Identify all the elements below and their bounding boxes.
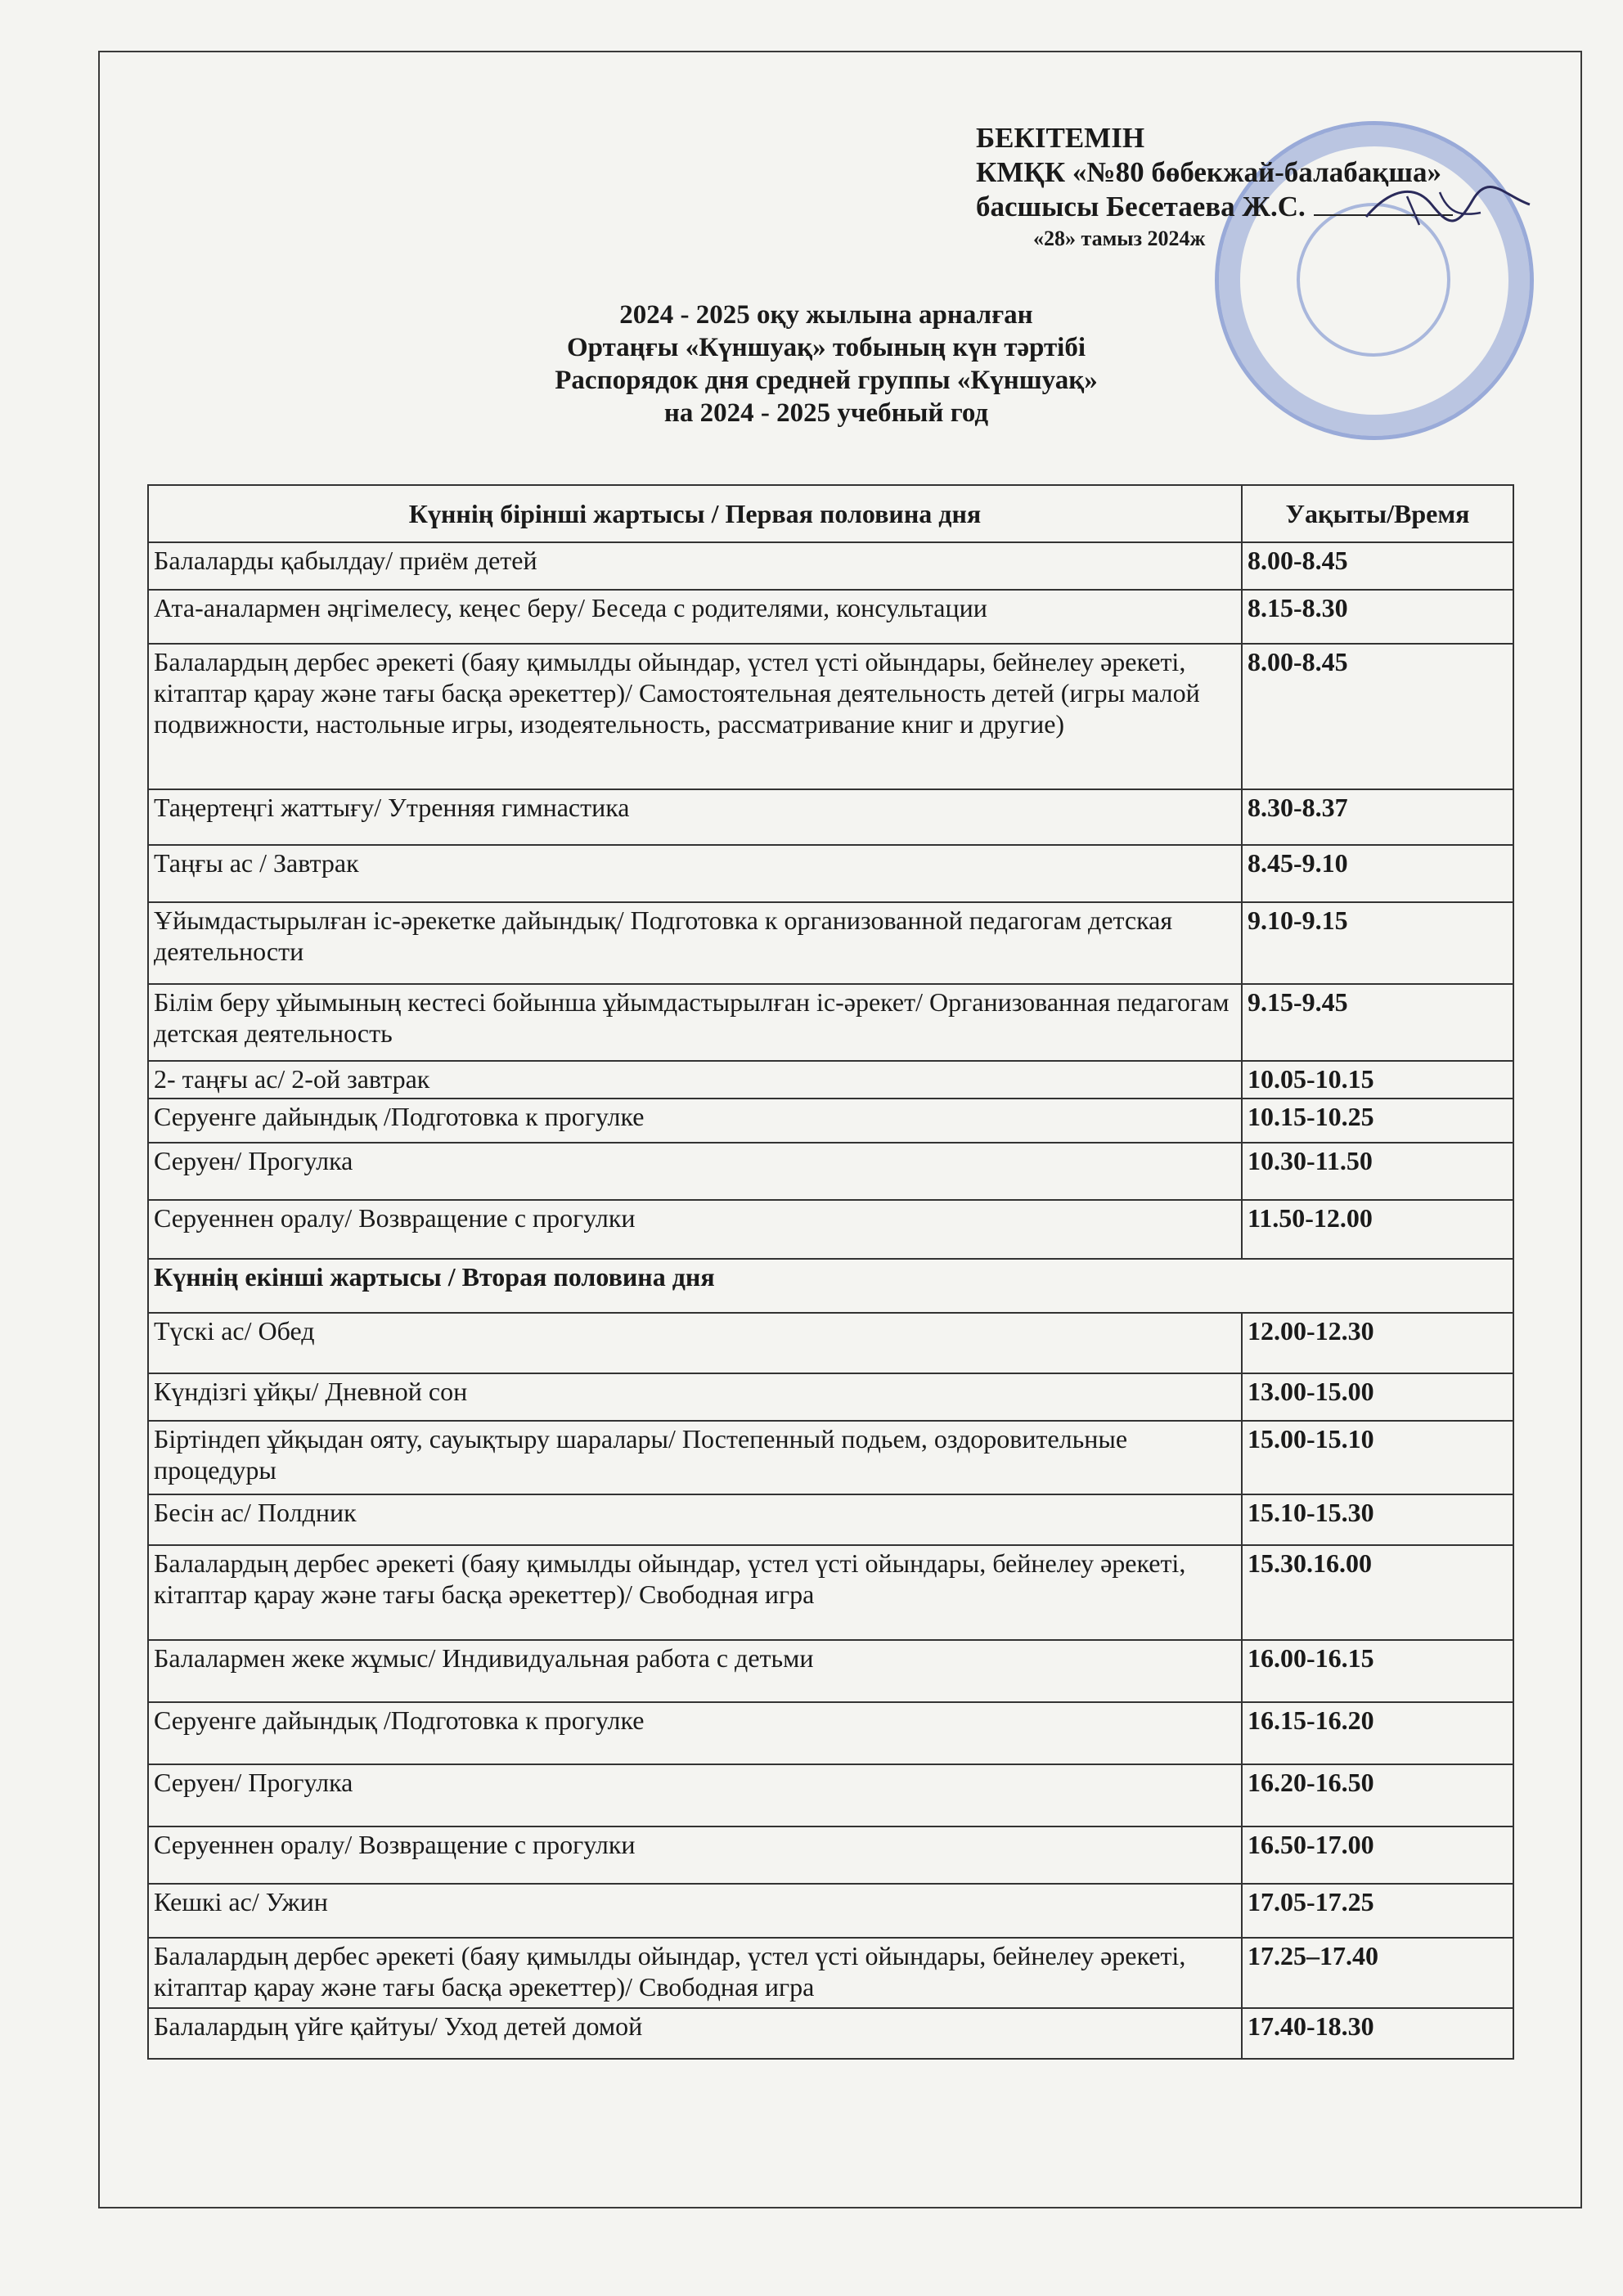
time-cell: 9.15-9.45 bbox=[1242, 984, 1513, 1061]
activity-cell: Балалардың дербес әрекеті (баяу қимылды ойындар, үстел үсті ойындары, бейнелеу әрекеті, кітаптар қарау және тағы басқа әрекеттер)/ Свободная игра bbox=[148, 1938, 1242, 2008]
title-line-1: 2024 - 2025 оқу жылына арналған bbox=[619, 300, 1033, 330]
time-cell: 17.25–17.40 bbox=[1242, 1938, 1513, 2008]
table-row bbox=[148, 1702, 1513, 1764]
table-row bbox=[148, 845, 1513, 902]
activity-cell: Түскі ас/ Обед bbox=[148, 1313, 1242, 1373]
table-row bbox=[148, 590, 1513, 644]
table-row bbox=[148, 1938, 1513, 2008]
section-second-half: Күннің екінші жартысы / Вторая половина дня bbox=[148, 1259, 1513, 1313]
time-cell: 8.15-8.30 bbox=[1242, 590, 1513, 644]
table-row bbox=[148, 1143, 1513, 1200]
activity-cell: Таңғы ас / Завтрак bbox=[148, 845, 1242, 902]
time-cell: 8.00-8.45 bbox=[1242, 644, 1513, 789]
table-row bbox=[148, 1764, 1513, 1826]
table-row bbox=[148, 1640, 1513, 1702]
activity-cell: Балалармен жеке жұмыс/ Индивидуальная работа с детьми bbox=[148, 1640, 1242, 1702]
time-cell: 16.00-16.15 bbox=[1242, 1640, 1513, 1702]
time-cell: 15.00-15.10 bbox=[1242, 1421, 1513, 1494]
approval-title: БЕКІТЕМІН bbox=[976, 122, 1145, 154]
table-row bbox=[148, 1200, 1513, 1259]
time-cell: 12.00-12.30 bbox=[1242, 1313, 1513, 1373]
time-cell: 13.00-15.00 bbox=[1242, 1373, 1513, 1421]
activity-cell: Серуеннен оралу/ Возвращение с прогулки bbox=[148, 1826, 1242, 1884]
activity-cell: Балалардың дербес әрекеті (баяу қимылды ойындар, үстел үсті ойындары, бейнелеу әрекеті, кітаптар қарау және тағы басқа әрекеттер)/ Свободная игра bbox=[148, 1545, 1242, 1640]
time-cell: 17.40-18.30 bbox=[1242, 2008, 1513, 2059]
table-row bbox=[148, 2008, 1513, 2059]
activity-cell: Серуен/ Прогулка bbox=[148, 1764, 1242, 1826]
activity-cell: Ата-аналармен әңгімелесу, кеңес беру/ Беседа с родителями, консультации bbox=[148, 590, 1242, 644]
activity-cell: Күндізгі ұйқы/ Дневной сон bbox=[148, 1373, 1242, 1421]
table-row bbox=[148, 1545, 1513, 1640]
schedule-table bbox=[147, 484, 1514, 2060]
activity-cell: Білім беру ұйымының кестесі бойынша ұйымдастырылған іс-әрекет/ Организованная педагогам детская деятельность bbox=[148, 984, 1242, 1061]
table-row bbox=[148, 789, 1513, 845]
time-cell: 8.30-8.37 bbox=[1242, 789, 1513, 845]
header-time: Уақыты/Время bbox=[1242, 485, 1513, 542]
table-row bbox=[148, 1373, 1513, 1421]
table-row bbox=[148, 1061, 1513, 1099]
activity-cell: Серуенге дайындық /Подготовка к прогулке bbox=[148, 1702, 1242, 1764]
time-cell: 15.10-15.30 bbox=[1242, 1494, 1513, 1545]
section-row bbox=[148, 1259, 1513, 1313]
activity-cell: Біртіндеп ұйқыдан ояту, сауықтыру шаралары/ Постепенный подьем, оздоровительные процедуры bbox=[148, 1421, 1242, 1494]
table-row bbox=[148, 644, 1513, 789]
time-cell: 10.15-10.25 bbox=[1242, 1099, 1513, 1143]
table-row bbox=[148, 1494, 1513, 1545]
activity-cell: Таңертеңгі жаттығу/ Утренняя гимнастика bbox=[148, 789, 1242, 845]
time-cell: 10.05-10.15 bbox=[1242, 1061, 1513, 1099]
activity-cell: Бесін ас/ Полдник bbox=[148, 1494, 1242, 1545]
time-cell: 17.05-17.25 bbox=[1242, 1884, 1513, 1938]
title-line-4: на 2024 - 2025 учебный год bbox=[663, 398, 989, 428]
time-cell: 10.30-11.50 bbox=[1242, 1143, 1513, 1200]
time-cell: 11.50-12.00 bbox=[1242, 1200, 1513, 1259]
table-row bbox=[148, 902, 1513, 984]
table-row bbox=[148, 1099, 1513, 1143]
table-row bbox=[148, 1421, 1513, 1494]
approval-organization: КМҚК «№80 бөбекжай-балабақша» bbox=[976, 156, 1441, 188]
table-row bbox=[148, 984, 1513, 1061]
activity-cell: Кешкі ас/ Ужин bbox=[148, 1884, 1242, 1938]
table-header-row bbox=[148, 485, 1513, 542]
table-row bbox=[148, 1884, 1513, 1938]
approval-head: басшысы Бесетаева Ж.С. bbox=[976, 190, 1453, 224]
signature-icon bbox=[1358, 180, 1538, 237]
title-line-3: Распорядок дня средней группы «Күншуақ» bbox=[555, 366, 1098, 395]
time-cell: 16.50-17.00 bbox=[1242, 1826, 1513, 1884]
table-row bbox=[148, 1313, 1513, 1373]
approval-date: «28» тамыз 2024ж bbox=[1033, 227, 1206, 250]
time-cell: 9.10-9.15 bbox=[1242, 902, 1513, 984]
time-cell: 8.00-8.45 bbox=[1242, 542, 1513, 590]
header-activity: Күннің бірінші жартысы / Первая половина дня bbox=[148, 485, 1242, 542]
table-row bbox=[148, 1826, 1513, 1884]
table-row bbox=[148, 542, 1513, 590]
activity-cell: Балалардың дербес әрекеті (баяу қимылды ойындар, үстел үсті ойындары, бейнелеу әрекеті, кітаптар қарау және тағы басқа әрекеттер)/ Самостоятельная деятельность детей (игры малой подвижности, настольные игры, изодеятельность, рассматривание книг и другие) bbox=[148, 644, 1242, 789]
activity-cell: 2- таңғы ас/ 2-ой завтрак bbox=[148, 1061, 1242, 1099]
activity-cell: Серуеннен оралу/ Возвращение с прогулки bbox=[148, 1200, 1242, 1259]
activity-cell: Ұйымдастырылған іс-әрекетке дайындық/ Подготовка к организованной педагогам детская деятельности bbox=[148, 902, 1242, 984]
activity-cell: Серуенге дайындық /Подготовка к прогулке bbox=[148, 1099, 1242, 1143]
activity-cell: Серуен/ Прогулка bbox=[148, 1143, 1242, 1200]
activity-cell: Балалардың үйге қайтуы/ Уход детей домой bbox=[148, 2008, 1242, 2059]
time-cell: 8.45-9.10 bbox=[1242, 845, 1513, 902]
document-title bbox=[458, 299, 1194, 429]
title-line-2: Ортаңғы «Күншуақ» тобының күн тәртібі bbox=[566, 333, 1086, 362]
time-cell: 15.30.16.00 bbox=[1242, 1545, 1513, 1640]
activity-cell: Балаларды қабылдау/ приём детей bbox=[148, 542, 1242, 590]
time-cell: 16.20-16.50 bbox=[1242, 1764, 1513, 1826]
time-cell: 16.15-16.20 bbox=[1242, 1702, 1513, 1764]
